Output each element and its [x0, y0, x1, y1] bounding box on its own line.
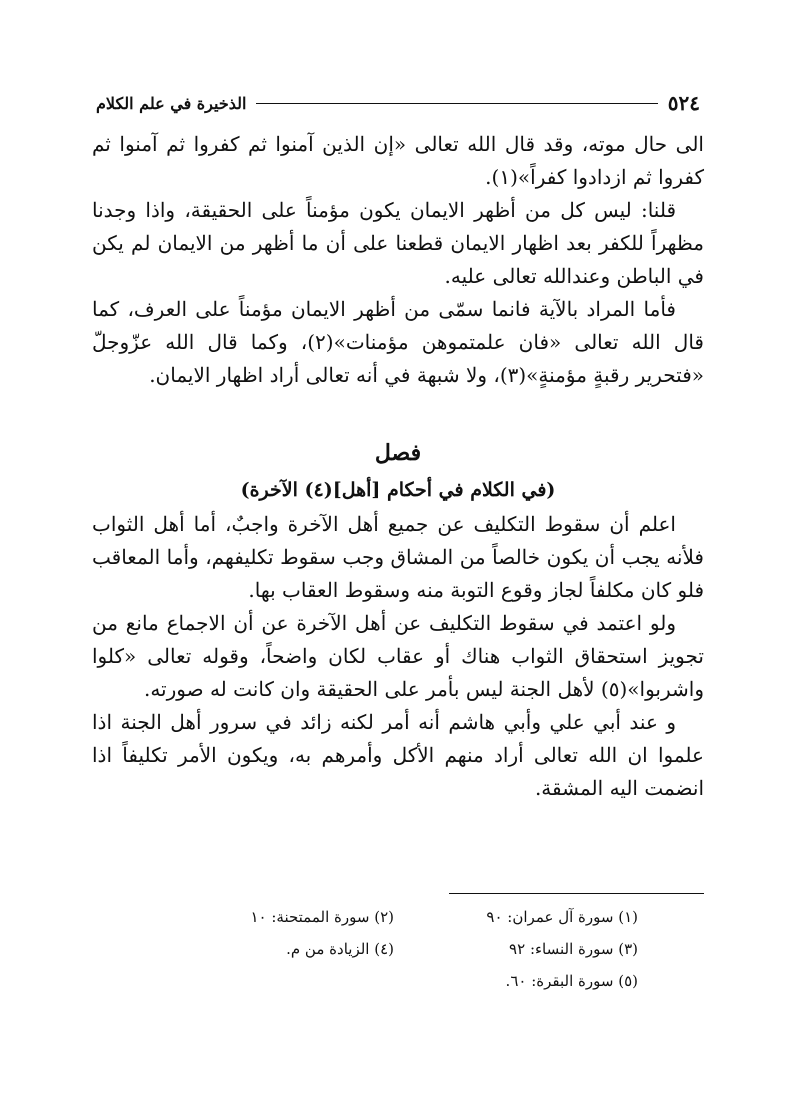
paragraph: و عند أبي علي وأبي هاشم أنه أمر لكنه زائد في سرور أهل الجنة اذا علموا ان الله تعالى أراد منهم الأكل وأمرهم به، ويكون الأمر تكليفاً اذا انضمت اليه المشقة. [92, 710, 704, 800]
footnote: (٣) سورة النساء: ٩٢ [509, 940, 638, 958]
footnotes [190, 906, 638, 992]
footnote: (٢) سورة الممتحنة: ١٠ [250, 908, 394, 926]
footnote: (٤) الزيادة من م. [286, 940, 394, 958]
footnote: (٥) سورة البقرة: ٦٠. [505, 972, 638, 990]
paragraph: اعلم أن سقوط التكليف عن جميع أهل الآخرة واجبٌ، أما أهل الثواب فلأنه يجب أن يكون خالصاً من المشاق وجب سقوط تكليفهم، وأما المعاقب فلو كان مكلفاً لجاز وقوع التوبة منه وسقوط العقاب بها. [92, 512, 704, 602]
section-subheading: (في الكلام في أحكام [أهل](٤) الآخرة) [240, 479, 556, 501]
footnote: (١) سورة آل عمران: ٩٠ [486, 908, 638, 926]
book-title: الذخيرة في علم الكلام [96, 93, 247, 113]
footnote-rule [449, 893, 704, 894]
page-number: ٥٢٤ [667, 91, 700, 115]
paragraph: قلنا: ليس كل من أظهر الايمان يكون مؤمناً على الحقيقة، واذا وجدنا مظهراً للكفر بعد اظهار الايمان قطعنا على أن ما أظهر من الايمان لم يكن في الباطن وعندالله تعالى عليه. [92, 198, 704, 288]
section-heading: فصل [374, 440, 422, 466]
paragraph: فأما المراد بالآية فانما سمّى من أظهر الايمان مؤمناً على العرف، كما قال الله تعالى «فان علمتموهن مؤمنات»(٢)، وكما قال الله عزّوجلّ «فتحرير رقبةٍ مؤمنةٍ»(٣)، ولا شبهة في أنه تعالى أراد اظهار الايمان. [92, 297, 704, 387]
header-rule [256, 103, 657, 104]
running-header [96, 88, 700, 118]
main-text [92, 128, 704, 805]
paragraph: الى حال موته، وقد قال الله تعالى «إن الذين آمنوا ثم كفروا ثم آمنوا ثم كفروا ثم ازدادوا كفراً»(١). [92, 132, 704, 189]
paragraph: ولو اعتمد في سقوط التكليف عن أهل الآخرة عن أن الاجماع مانع من تجويز استحقاق الثواب هناك أو عقاب لكان واضحاً، وقوله تعالى «كلوا واشربوا»(٥) لأهل الجنة ليس بأمر على الحقيقة وان كانت له صورته. [92, 611, 704, 701]
